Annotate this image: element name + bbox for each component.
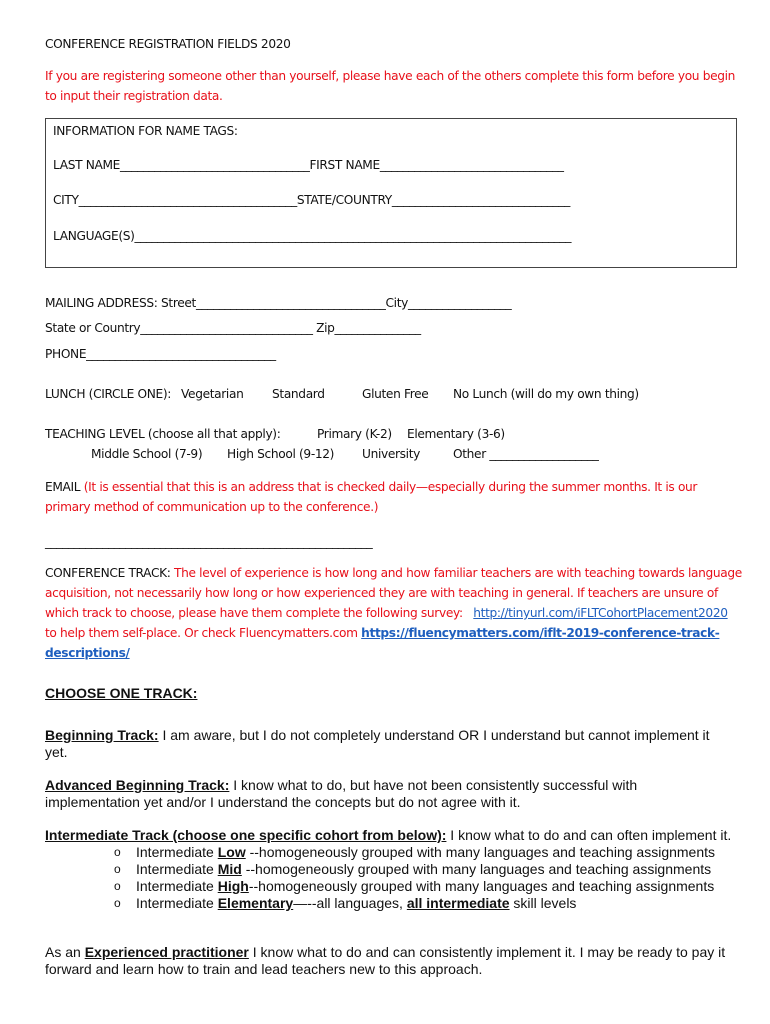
teaching-high[interactable]: High School (9-12) (227, 447, 335, 461)
item-text: --homogeneously grouped with many languages and teaching assignments (241, 861, 712, 877)
advanced-beginning-text: I know what to do, but have not been consistently successful with (229, 777, 638, 793)
item-prefix: Intermediate (136, 895, 218, 911)
email-label: EMAIL (45, 480, 81, 494)
page-title: CONFERENCE REGISTRATION FIELDS 2020 (45, 37, 291, 51)
intermediate-title: Intermediate Track (choose one specific cohort from below): (45, 827, 447, 843)
track-text-4: to help them self-place. Or check Fluencymatters.com (45, 626, 358, 640)
beginning-track-title: Beginning Track: (45, 727, 159, 743)
lunch-option-no-lunch[interactable]: No Lunch (will do my own thing) (453, 387, 639, 401)
track-label: CONFERENCE TRACK: (45, 566, 171, 580)
phone-field[interactable]: PHONE_________________________________ (45, 347, 276, 361)
teaching-primary[interactable]: Primary (K-2) (317, 427, 392, 441)
item-text: —--all languages, (293, 895, 407, 911)
teaching-level-label: TEACHING LEVEL (choose all that apply): (45, 427, 281, 441)
item-key: High (217, 878, 249, 894)
item-prefix: Intermediate (136, 844, 218, 860)
item-prefix: Intermediate (136, 861, 218, 877)
track-text-1: The level of experience is how long and how familiar teachers are with teaching towards language (170, 566, 742, 580)
intermediate-line-1 (45, 827, 731, 843)
intermediate-mid-item (136, 861, 711, 877)
intermediate-elementary-item (136, 895, 576, 911)
item-text: --homogeneously grouped with many languages and teaching assignments (245, 844, 716, 860)
item-key: Mid (217, 861, 242, 877)
bullet-icon: o (114, 896, 121, 910)
survey-link[interactable]: http://tinyurl.com/iFLTCohortPlacement2020 (473, 606, 728, 620)
teaching-elementary[interactable]: Elementary (3-6) (407, 427, 505, 441)
email-note: (It is essential that this is an address that is checked daily—especially during the summer months. It is our (80, 480, 698, 494)
experienced-prefix: As an (45, 944, 85, 960)
track-text-3: which track to choose, please have them complete the following survey: (45, 606, 463, 620)
lunch-option-standard[interactable]: Standard (272, 387, 325, 401)
item-key-2: all intermediate (406, 895, 510, 911)
item-text-2: skill levels (509, 895, 577, 911)
teaching-middle[interactable]: Middle School (7-9) (91, 447, 203, 461)
intro-line-2: to input their registration data. (45, 89, 223, 103)
bullet-icon: o (114, 862, 121, 876)
lunch-option-gluten-free[interactable]: Gluten Free (362, 387, 429, 401)
track-line-1 (45, 566, 742, 580)
city-state-field[interactable]: CITY______________________________________STATE/COUNTRY_______________________________ (53, 193, 570, 207)
track-descriptions-link[interactable]: https://fluencymatters.com/iflt-2019-conference-track- (361, 626, 720, 640)
email-note-2: primary method of communication up to the conference.) (45, 500, 379, 514)
track-line-4 (45, 626, 719, 640)
email-field[interactable]: _________________________________________________________ (45, 535, 373, 549)
intermediate-text: I know what to do and can often implement it. (446, 827, 732, 843)
intro-line-1: If you are registering someone other than yourself, please have each of the others complete this form before you begin (45, 69, 736, 83)
track-line-3 (45, 606, 728, 620)
languages-field[interactable]: LANGUAGE(S)____________________________________________________________________________ (53, 229, 572, 243)
experienced-line-1 (45, 944, 725, 960)
item-text: --homogeneously grouped with many languages and teaching assignments (248, 878, 715, 894)
last-first-name-field[interactable]: LAST NAME_________________________________FIRST NAME________________________________ (53, 158, 564, 172)
advanced-beginning-title: Advanced Beginning Track: (45, 777, 230, 793)
mailing-street-field[interactable]: MAILING ADDRESS: Street_________________________________City__________________ (45, 296, 512, 310)
intermediate-high-item (136, 878, 714, 894)
lunch-label: LUNCH (CIRCLE ONE): (45, 387, 171, 401)
name-tags-box (45, 118, 737, 268)
item-prefix: Intermediate (136, 878, 218, 894)
name-tags-heading: INFORMATION FOR NAME TAGS: (53, 124, 238, 138)
lunch-option-vegetarian[interactable]: Vegetarian (181, 387, 244, 401)
advanced-beginning-text-2: implementation yet and/or I understand the concepts but do not agree with it. (45, 794, 521, 810)
beginning-track-text: I am aware, but I do not completely understand OR I understand but cannot implement it (158, 727, 710, 743)
experienced-title: Experienced practitioner (84, 944, 249, 960)
experienced-text: I know what to do and can consistently implement it. I may be ready to pay it (248, 944, 726, 960)
bullet-icon: o (114, 879, 121, 893)
experienced-text-2: forward and learn how to train and lead teachers new to this approach. (45, 961, 483, 977)
mailing-state-field[interactable]: State or Country______________________________ Zip_______________ (45, 321, 421, 335)
teaching-other[interactable]: Other ___________________ (453, 447, 599, 461)
email-line-1 (45, 480, 697, 494)
track-text-2: acquisition, not necessarily how long or how experienced they are with teaching in general. If teachers are unsure of (45, 586, 718, 600)
teaching-university[interactable]: University (362, 447, 420, 461)
advanced-beginning-line-1 (45, 777, 637, 793)
choose-one-track-heading: CHOOSE ONE TRACK: (45, 685, 198, 701)
intermediate-low-item (136, 844, 715, 860)
beginning-track-text-2: yet. (45, 744, 68, 760)
item-key: Elementary (217, 895, 294, 911)
beginning-track-line-1 (45, 727, 710, 743)
track-descriptions-link-cont[interactable]: descriptions/ (45, 646, 130, 660)
item-key: Low (217, 844, 246, 860)
bullet-icon: o (114, 845, 121, 859)
